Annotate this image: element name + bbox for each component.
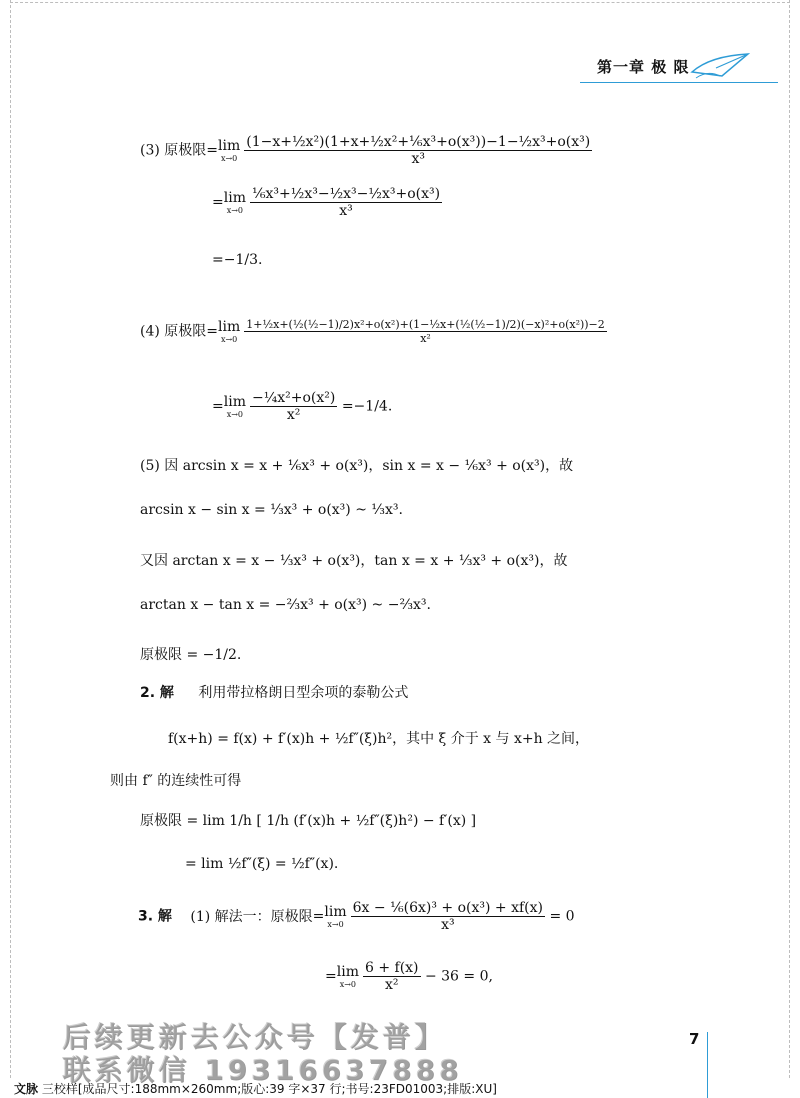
fraction: $\frac{\text{(1−x+½x²)(1+x+½x²+⅙x³+o(x³))−1−½x³+o(x³)}}{\text{x³}}$ <box>246 134 591 167</box>
page-header <box>0 48 800 88</box>
solution-2-intro <box>140 682 408 702</box>
fraction: $\frac{\text{⅙x³+½x³−½x³−½x³+o(x³)}}{\text{x³}}$ <box>251 186 441 219</box>
fraction: $\frac{\text{−¼x²+o(x²)}}{\text{x²}}$ <box>251 390 336 423</box>
page-number: 7 <box>689 1030 700 1048</box>
solution-3-text: (1) 解法一：原极限 <box>190 908 313 925</box>
fraction: $\frac{\text{1+½x+(½(½−1)/2)x²+o(x²)+(1−½x+(½(½−1)/2)(−x)²+o(x²))−2}}{\text{x²}}$ <box>246 318 605 345</box>
limit-operator: lim x→0 <box>218 319 241 344</box>
problem-4-label: (4) 原极限 <box>140 323 207 340</box>
limit-operator: lim x→0 <box>223 394 246 419</box>
chapter-title: 第一章 极 限 <box>597 58 690 76</box>
problem-3-result: =−1/3. <box>212 252 263 268</box>
limit-operator: lim x→0 <box>324 904 347 929</box>
page-border-right <box>789 0 790 1078</box>
paper-plane-icon <box>690 50 750 80</box>
problem-5-line1: (5) 因 arcsin x = x + ⅙x³ + o(x³)，sin x = x − ⅙x³ + o(x³)，故 <box>140 458 574 474</box>
watermark-line2: 联系微信 19316637888 <box>62 1053 463 1086</box>
solution-2-step1: 原极限 = lim 1/h [ 1/h (f′(x)h + ½f″(ξ)h²) − f′(x) ] <box>140 813 477 829</box>
problem-5-line4: arctan x − tan x = −⅔x³ + o(x³) ~ −⅔x³. <box>140 597 431 613</box>
watermark-line1: 后续更新去公众号【发普】 <box>62 1020 447 1053</box>
limit-operator: lim x→0 <box>223 190 246 215</box>
solution-3-step1: 3. 解 (1) 解法一：原极限= lim x→0 $\frac{\text{6x − ⅙(6x)³ + o(x³) + xf(x)}}{\text{x³}}$ = 0 <box>138 900 575 933</box>
fraction: $\frac{\text{6x − ⅙(6x)³ + o(x³) + xf(x)}}{\text{x³}}$ <box>352 900 544 933</box>
problem-3-step2: = lim x→0 $\frac{\text{⅙x³+½x³−½x³−½x³+o(x³)}}{\text{x³}}$ <box>212 186 441 219</box>
problem-5-line3: 又因 arctan x = x − ⅓x³ + o(x³)，tan x = x + ⅓x³ + o(x³)，故 <box>140 553 568 569</box>
footer-info: 三校样[成品尺寸:188mm×260mm;版心:39 字×37 行;书号:23FD01003;排版:XU] <box>41 1082 497 1096</box>
page-number-divider <box>707 1032 708 1098</box>
solution-3-step1-tail: = 0 <box>549 908 575 925</box>
solution-3-step2: = lim x→0 $\frac{6 + f(x)}{\text{x²}}$ − 36 = 0, <box>325 960 493 993</box>
problem-4-step2: = lim x→0 $\frac{\text{−¼x²+o(x²)}}{\text{x²}}$ =−1/4. <box>212 390 393 423</box>
solution-2-text: 利用带拉格朗日型余项的泰勒公式 <box>198 685 409 701</box>
solution-3-label: 3. 解 <box>138 908 172 925</box>
problem-5-line2: arcsin x − sin x = ⅓x³ + o(x³) ~ ⅓x³. <box>140 502 403 518</box>
solution-2-formula: f(x+h) = f(x) + f′(x)h + ½f″(ξ)h²，其中 ξ 介于 x 与 x+h 之间， <box>168 731 590 747</box>
solution-2-step2: = lim ½f″(ξ) = ½f″(x). <box>185 856 339 872</box>
solution-2-text2: 则由 f″ 的连续性可得 <box>110 773 242 789</box>
solution-2-label: 2. 解 <box>140 685 174 701</box>
problem-3-step1: (3) 原极限= lim x→0 $\frac{\text{(1−x+½x²)(1+x+½x²+⅙x³+o(x³))−1−½x³+o(x³)}}{\text{x³}}$ <box>140 134 591 167</box>
footer-brand: 文脉 <box>14 1082 39 1096</box>
header-divider <box>580 82 778 83</box>
footer <box>14 1080 497 1097</box>
problem-3-label: (3) 原极限 <box>140 142 207 159</box>
page-border-top <box>10 2 790 3</box>
limit-operator: lim x→0 <box>218 138 241 163</box>
limit-operator: lim x→0 <box>336 964 359 989</box>
problem-4-step1: (4) 原极限= lim x→0 $\frac{\text{1+½x+(½(½−1)/2)x²+o(x²)+(1−½x+(½(½−1)/2)(−x)²+o(x²))−2}}{\text{x²}}$ <box>140 318 605 345</box>
fraction: $\frac{6 + f(x)}{\text{x²}}$ <box>364 960 419 993</box>
problem-5-result: 原极限 = −1/2. <box>140 647 242 663</box>
problem-4-result: =−1/4. <box>341 398 393 415</box>
solution-3-step2-tail: − 36 = 0, <box>424 968 493 985</box>
page-border-left <box>10 0 11 1078</box>
